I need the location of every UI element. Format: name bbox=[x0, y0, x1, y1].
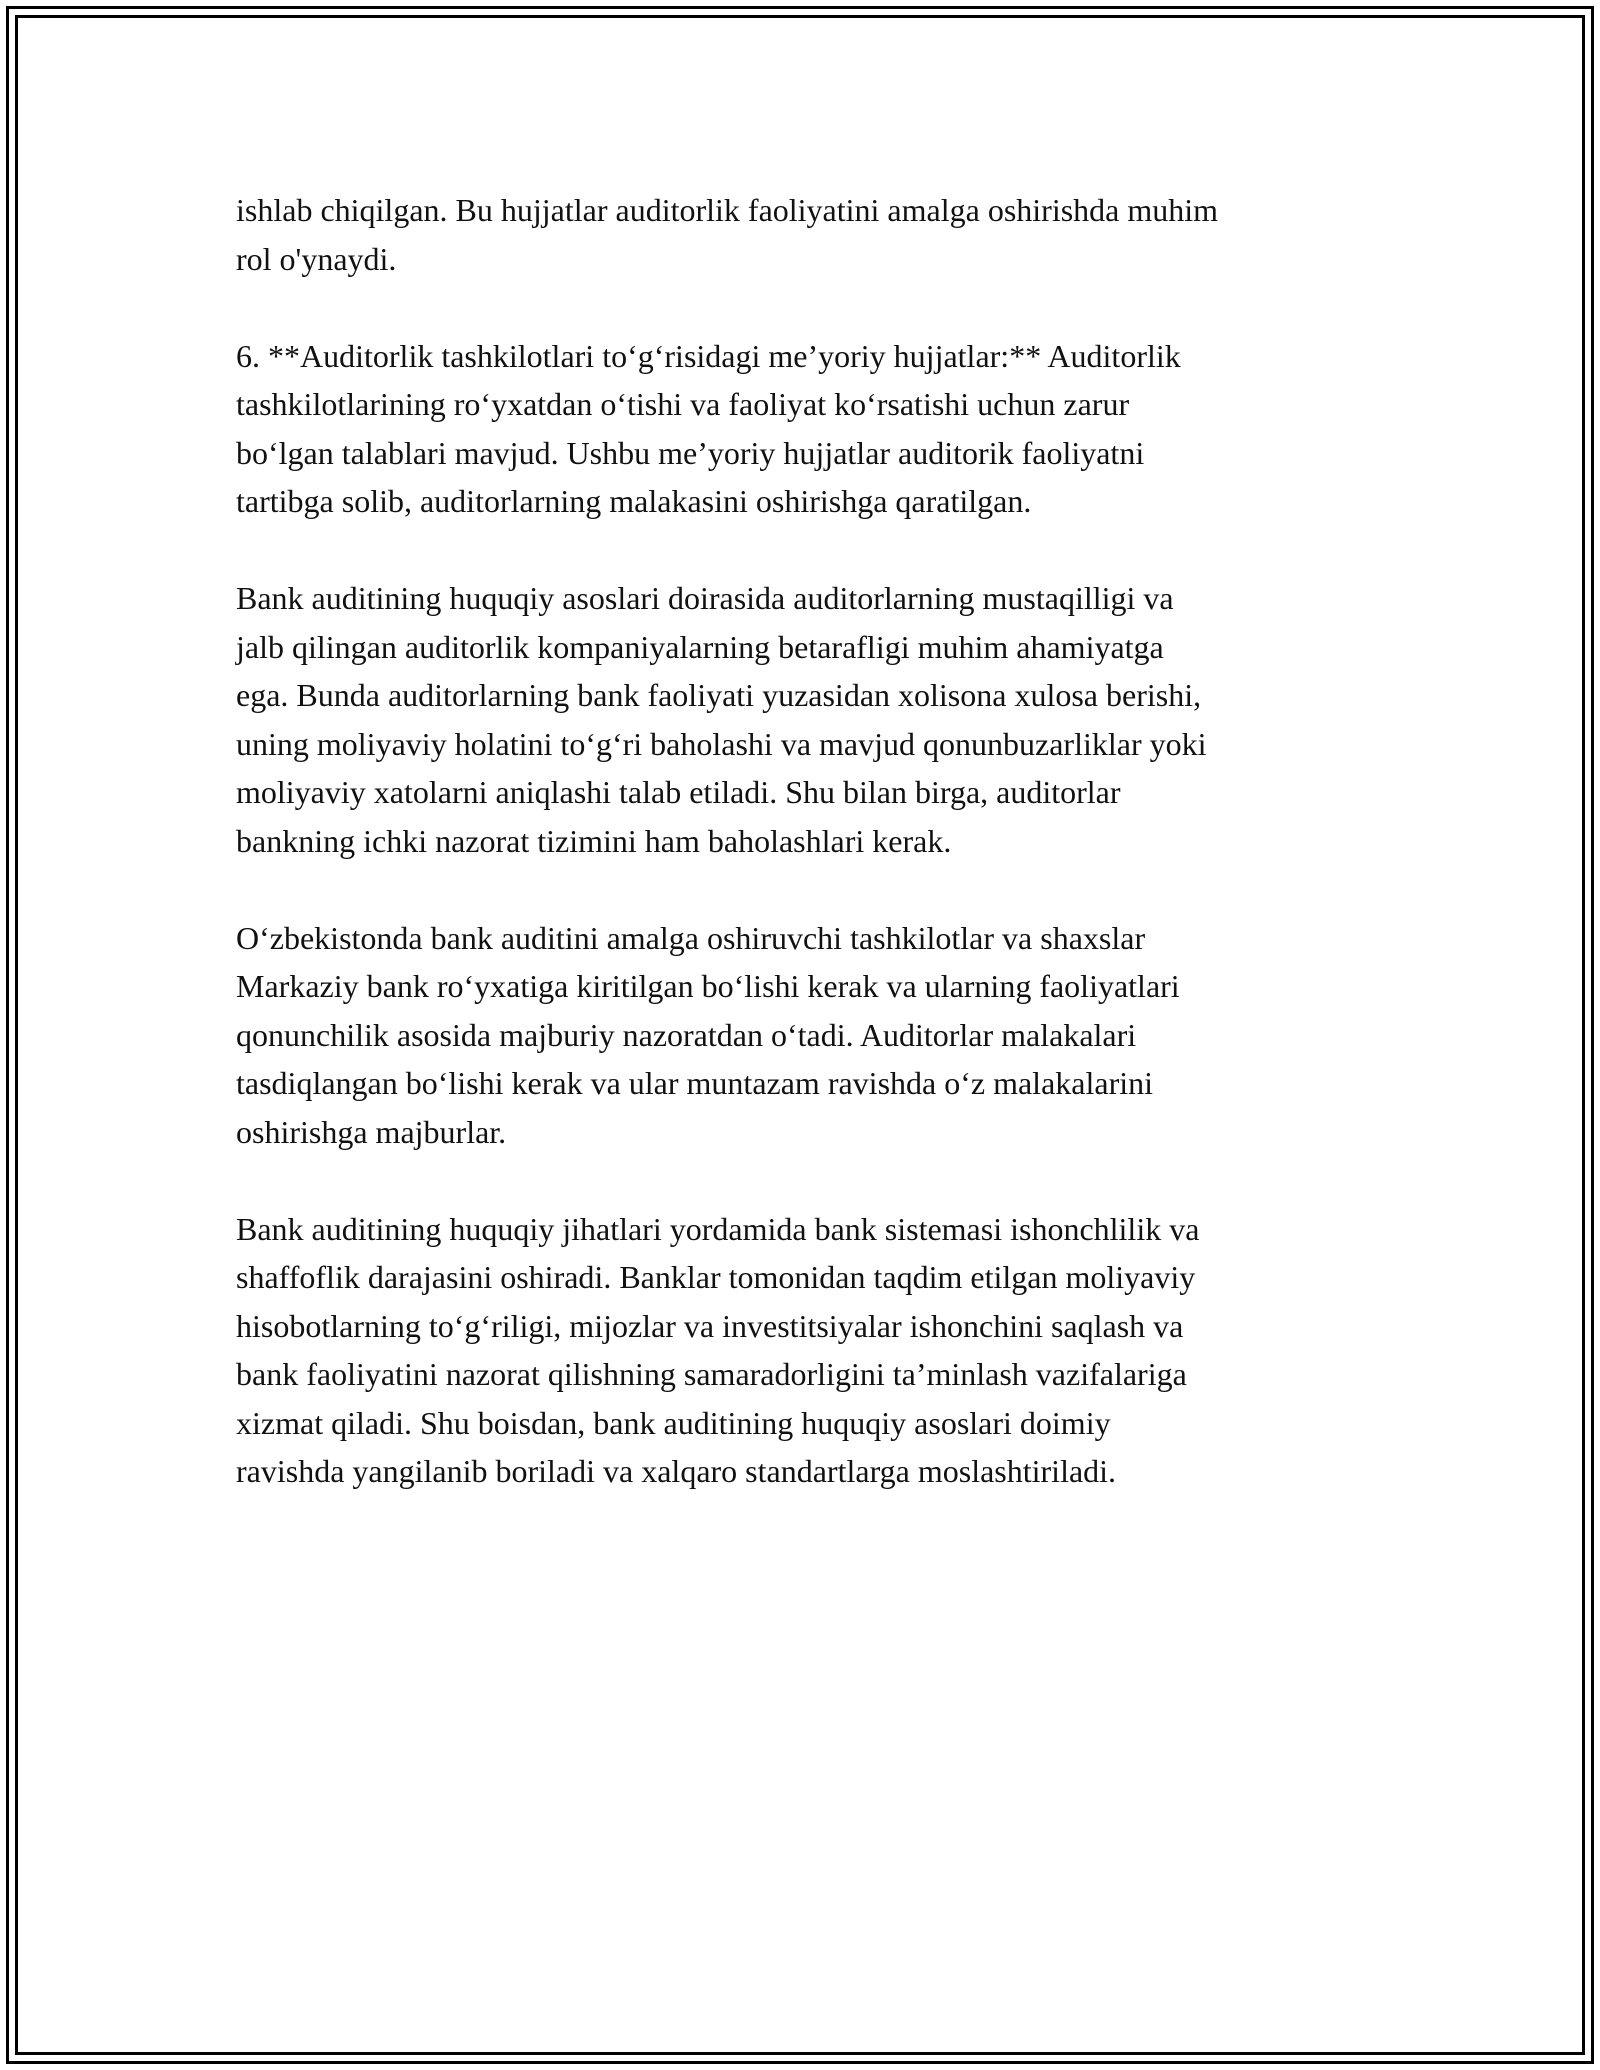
paragraph-auditor-independence bbox=[236, 574, 1396, 865]
document-body bbox=[236, 186, 1396, 1544]
paragraph-item-6 bbox=[236, 332, 1396, 526]
text-line: uning moliyaviy holatini to‘g‘ri baholashi va mavjud qonunbuzarliklar yoki bbox=[236, 725, 1207, 762]
text-line: shaffoflik darajasini oshiradi. Banklar tomonidan taqdim etilgan moliyaviy bbox=[236, 1259, 1196, 1295]
text-line: ishlab chiqilgan. Bu hujjatlar auditorlik faoliyatini amalga oshirishda muhim bbox=[236, 192, 1219, 228]
paragraph-legal-aspects bbox=[236, 1205, 1396, 1496]
text-line: Bank auditining huquqiy asoslari doirasida auditorlarning mustaqilligi va bbox=[236, 580, 1174, 616]
text-line: hisobotlarning to‘g‘riligi, mijozlar va investitsiyalar ishonchini saqlash va bbox=[236, 1307, 1184, 1344]
text-line: tasdiqlangan bo‘lishi kerak va ular muntazam ravishda o‘z malakalarini bbox=[236, 1065, 1153, 1101]
text-line: 6. **Auditorlik tashkilotlari to‘g‘risidagi me’yoriy hujjatlar:** Auditorlik bbox=[236, 337, 1181, 374]
text-line: bank faoliyatini nazorat qilishning samaradorligini ta’minlash vazifalariga bbox=[236, 1356, 1187, 1392]
text-line: qonunchilik asosida majburiy nazoratdan o‘tadi. Auditorlar malakalari bbox=[236, 1016, 1137, 1053]
text-line: tartibga solib, auditorlarning malakasini oshirishga qaratilgan. bbox=[236, 483, 1032, 519]
text-line: bankning ichki nazorat tizimini ham baholashlari kerak. bbox=[236, 822, 952, 859]
text-line: Bank auditining huquqiy jihatlari yordamida bank sistemasi ishonchlilik va bbox=[236, 1210, 1200, 1247]
text-line: rol o'ynaydi. bbox=[236, 240, 397, 277]
text-line: ravishda yangilanib boriladi va xalqaro standartlarga moslashtiriladi. bbox=[236, 1453, 1117, 1489]
text-line: oshirishga majburlar. bbox=[236, 1113, 507, 1150]
text-line: bo‘lgan talablari mavjud. Ushbu me’yoriy hujjatlar auditorik faoliyatni bbox=[236, 434, 1145, 471]
text-line: moliyaviy xatolarni aniqlashi talab etiladi. Shu bilan birga, auditorlar bbox=[236, 774, 1121, 810]
text-line: jalb qilingan auditorlik kompaniyalarning betarafligi muhim ahamiyatga bbox=[236, 628, 1164, 665]
paragraph-continuation bbox=[236, 186, 1396, 283]
paragraph-uzbekistan-audit bbox=[236, 914, 1396, 1157]
text-line: xizmat qiladi. Shu boisdan, bank auditining huquqiy asoslari doimiy bbox=[236, 1404, 1111, 1441]
text-line: Markaziy bank ro‘yxatiga kiritilgan bo‘lishi kerak va ularning faoliyatlari bbox=[236, 968, 1180, 1004]
text-line: tashkilotlarining ro‘yxatdan o‘tishi va faoliyat ko‘rsatishi uchun zarur bbox=[236, 386, 1130, 422]
text-line: O‘zbekistonda bank auditini amalga oshiruvchi tashkilotlar va shaxslar bbox=[236, 919, 1146, 956]
text-line: ega. Bunda auditorlarning bank faoliyati yuzasidan xolisona xulosa berishi, bbox=[236, 677, 1202, 713]
